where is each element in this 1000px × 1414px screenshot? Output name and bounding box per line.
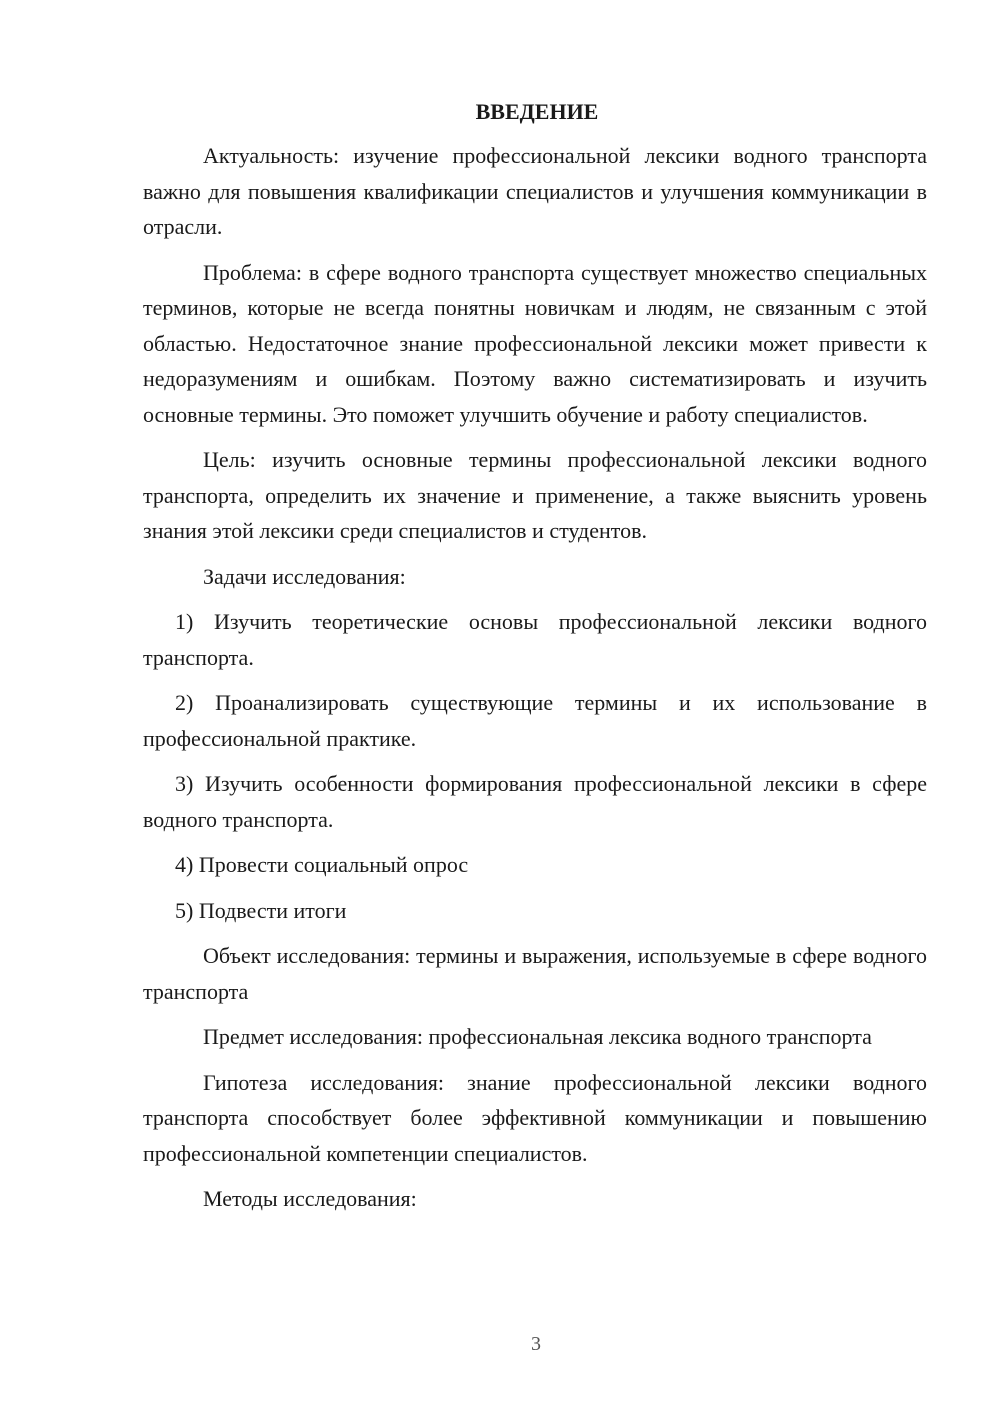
paragraph-relevance: Актуальность: изучение профессиональной лексики водного транспорта важно для повышения квалификации специалистов и улучшения коммуникации в отрасли. xyxy=(143,143,927,239)
page-number: 3 xyxy=(531,1333,541,1355)
paragraph-hypothesis: Гипотеза исследования: знание профессиональной лексики водного транспорта способствует более эффективной коммуникации и повышению профессиональной компетенции специалистов. xyxy=(143,1069,927,1166)
paragraph-object: Объект исследования: термины и выражения, используемые в сфере водного транспорта xyxy=(143,943,927,1004)
section-title: ВВЕДЕНИЕ xyxy=(475,99,599,124)
task-item: 1) Изучить теоретические основы профессиональной лексики водного транспорта. xyxy=(143,609,927,670)
page-content xyxy=(143,96,927,1227)
tasks-heading: Задачи исследования: xyxy=(203,563,406,589)
task-item: 2) Проанализировать существующие термины и их использование в профессиональной практике. xyxy=(143,690,927,751)
paragraph-problem: Проблема: в сфере водного транспорта существует множество специальных терминов, которые не всегда понятны новичкам и людям, не связанным с этой областью. Недостаточное знание профессиональной лексики может привести к недоразумениям и ошибкам. Поэтому важно систематизировать и изучить основные термины. Это поможет улучшить обучение и работу специалистов. xyxy=(143,259,927,427)
task-item: 4) Провести социальный опрос xyxy=(175,852,469,877)
task-item: 5) Подвести итоги xyxy=(175,897,347,923)
paragraph-goal: Цель: изучить основные термины профессиональной лексики водного транспорта, определить их значение и применение, а также выяснить уровень знания этой лексики среди специалистов и студентов. xyxy=(143,447,927,543)
task-item: 3) Изучить особенности формирования профессиональной лексики в сфере водного транспорта. xyxy=(143,771,927,832)
paragraph-methods: Методы исследования: xyxy=(203,1186,417,1211)
paragraph-subject: Предмет исследования: профессиональная лексика водного транспорта xyxy=(203,1024,872,1049)
